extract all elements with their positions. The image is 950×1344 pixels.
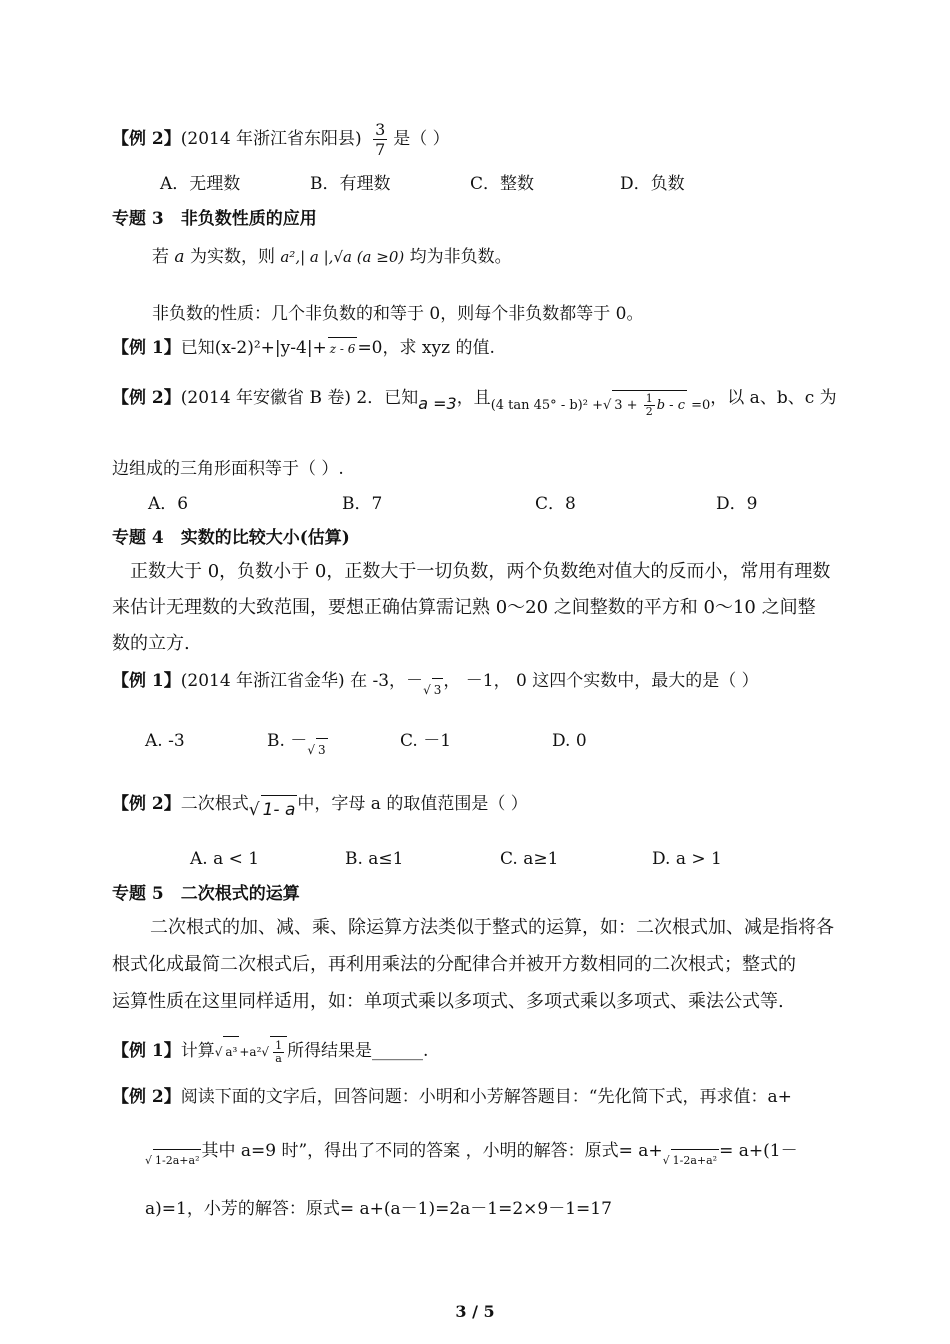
option-d: D．9: [716, 494, 758, 514]
topic-3-heading: 专题 3 非负数性质的应用: [112, 209, 317, 229]
option-b: B．有理数: [310, 174, 391, 194]
topic-3-paragraph-1: 若 a 为实数，则 a²,| a |,√a (a ≥0) 均为非负数。: [152, 247, 512, 267]
topic-3-example-1: 【例 1】已知(x-2)²+|y-4|+ z - 6 =0，求 xyz 的值.: [112, 338, 495, 358]
topic-4-example-1: 【例 1】(2014 年浙江省金华) 在 -3，$-_{√ 3}$ ， －1， 0 这四个实数中，最大的是（ ）: [112, 670, 759, 701]
example-tail: 是（ ）: [393, 129, 450, 149]
sqrt-1-minus-a: √ 1- a: [249, 800, 298, 820]
option-d: D．负数: [620, 174, 685, 194]
topic-3-example-2-line-2: 边组成的三角形面积等于（ ）.: [112, 459, 344, 479]
page-number: 3 / 5: [455, 1302, 495, 1321]
option-a: A. a < 1: [190, 849, 260, 869]
sqrt-3: √ 3: [423, 683, 443, 697]
fraction-3-7: $\frac{3}{7}$: [375, 120, 386, 159]
option-c: C. a≥1: [500, 849, 559, 869]
topic-5-example-2-line-3: a)=1，小芳的解答：原式= a+(a－1)=2a－1=2×9－1=17: [145, 1199, 612, 1219]
topic-4-heading: 专题 4 实数的比较大小(估算): [112, 528, 350, 548]
example-source: (2014 年浙江省东阳县): [180, 129, 362, 149]
sqrt-a-cubed: √ a³: [215, 1045, 240, 1059]
topic-5-example-2: 【例 2】阅读下面的文字后，回答问题：小明和小芳解答题目：“先化简下式，再求值：a+: [112, 1087, 792, 1107]
topic-5-heading: 专题 5 二次根式的运算: [112, 884, 300, 904]
sqrt-3: √ 3: [307, 743, 327, 757]
sqrt-1-2a-a2: √ 1-2a+a²: [663, 1154, 719, 1167]
topic-5-example-2-line-2: $_{√ 1-2a+a^2}$ 其中 a=9 时”，得出了不同的答案 ，小明的解答：原式= $a+_{√ 1-2a+a^2} = a+(1-$: [145, 1140, 798, 1172]
topic-3-example-2: 【例 2】(2014 年安徽省 B 卷) 2．已知a =3，且$_{(4 tan 45^\circ - b)^2 +√ 3 + \frac{1}{2} b - c}$ $_{=0}$，以 a、b、c 为: [112, 383, 837, 421]
option-b: B．7: [342, 494, 383, 514]
sqrt-one-over-a: √ $\frac{1}{a}$: [261, 1045, 287, 1059]
condition-a: a =3: [418, 394, 457, 413]
sqrt-z-minus-6: z - 6: [328, 337, 358, 360]
option-a: A．无理数: [160, 174, 241, 194]
topic-4-paragraph-line-1: 正数大于 0，负数小于 0，正数大于一切负数，两个负数绝对值大的反而小，常用有理数: [130, 561, 831, 582]
example-2-question: [112, 120, 450, 159]
topic-5-paragraph-line-2: 根式化成最简二次根式后，再利用乘法的分配律合并被开方数相同的二次根式；整式的: [112, 954, 796, 975]
option-a: A. -3: [145, 731, 185, 751]
topic-5-paragraph-line-3: 运算性质在这里同样适用，如：单项式乘以多项式、多项式乘以多项式、乘法公式等.: [112, 991, 784, 1012]
sqrt-expression: √ 3 + 1 2 b - c: [603, 398, 687, 413]
expression-part-1: (4 tan 45° - b)² +: [490, 398, 603, 413]
option-d: D. a > 1: [652, 849, 722, 869]
topic-4-paragraph-line-3: 数的立方.: [112, 633, 190, 654]
option-b: B. a≤1: [345, 849, 404, 869]
topic-4-example-2: 【例 2】二次根式√ 1- a 中，字母 a 的取值范围是（ ）: [112, 790, 528, 824]
sqrt-1-2a-a2: √ 1-2a+a²: [145, 1154, 201, 1167]
option-c: C．8: [535, 494, 576, 514]
option-d: D. 0: [552, 731, 587, 751]
example-label: 【例 2】: [112, 129, 181, 149]
topic-5-example-1: 【例 1】计算√ a³ +a²√ $\frac{1}{a}$ 所得结果是______.: [112, 1036, 428, 1067]
option-a: A．6: [148, 494, 189, 514]
nonnegative-expression: a²,| a |,√a (a ≥0): [280, 248, 405, 266]
option-c: C．整数: [470, 174, 535, 194]
topic-5-paragraph-line-1: 二次根式的加、减、乘、除运算方法类似于整式的运算，如：二次根式加、减是指将各: [150, 917, 834, 938]
topic-3-paragraph-2: 非负数的性质：几个非负数的和等于 0，则每个非负数都等于 0。: [152, 304, 644, 324]
topic-4-paragraph-line-2: 来估计无理数的大致范围，要想正确估算需记熟 0～20 之间整数的平方和 0～10 之间整: [112, 597, 816, 618]
option-b: B. $-_{√ 3}$: [267, 730, 328, 761]
option-c: C. －1: [400, 731, 452, 751]
